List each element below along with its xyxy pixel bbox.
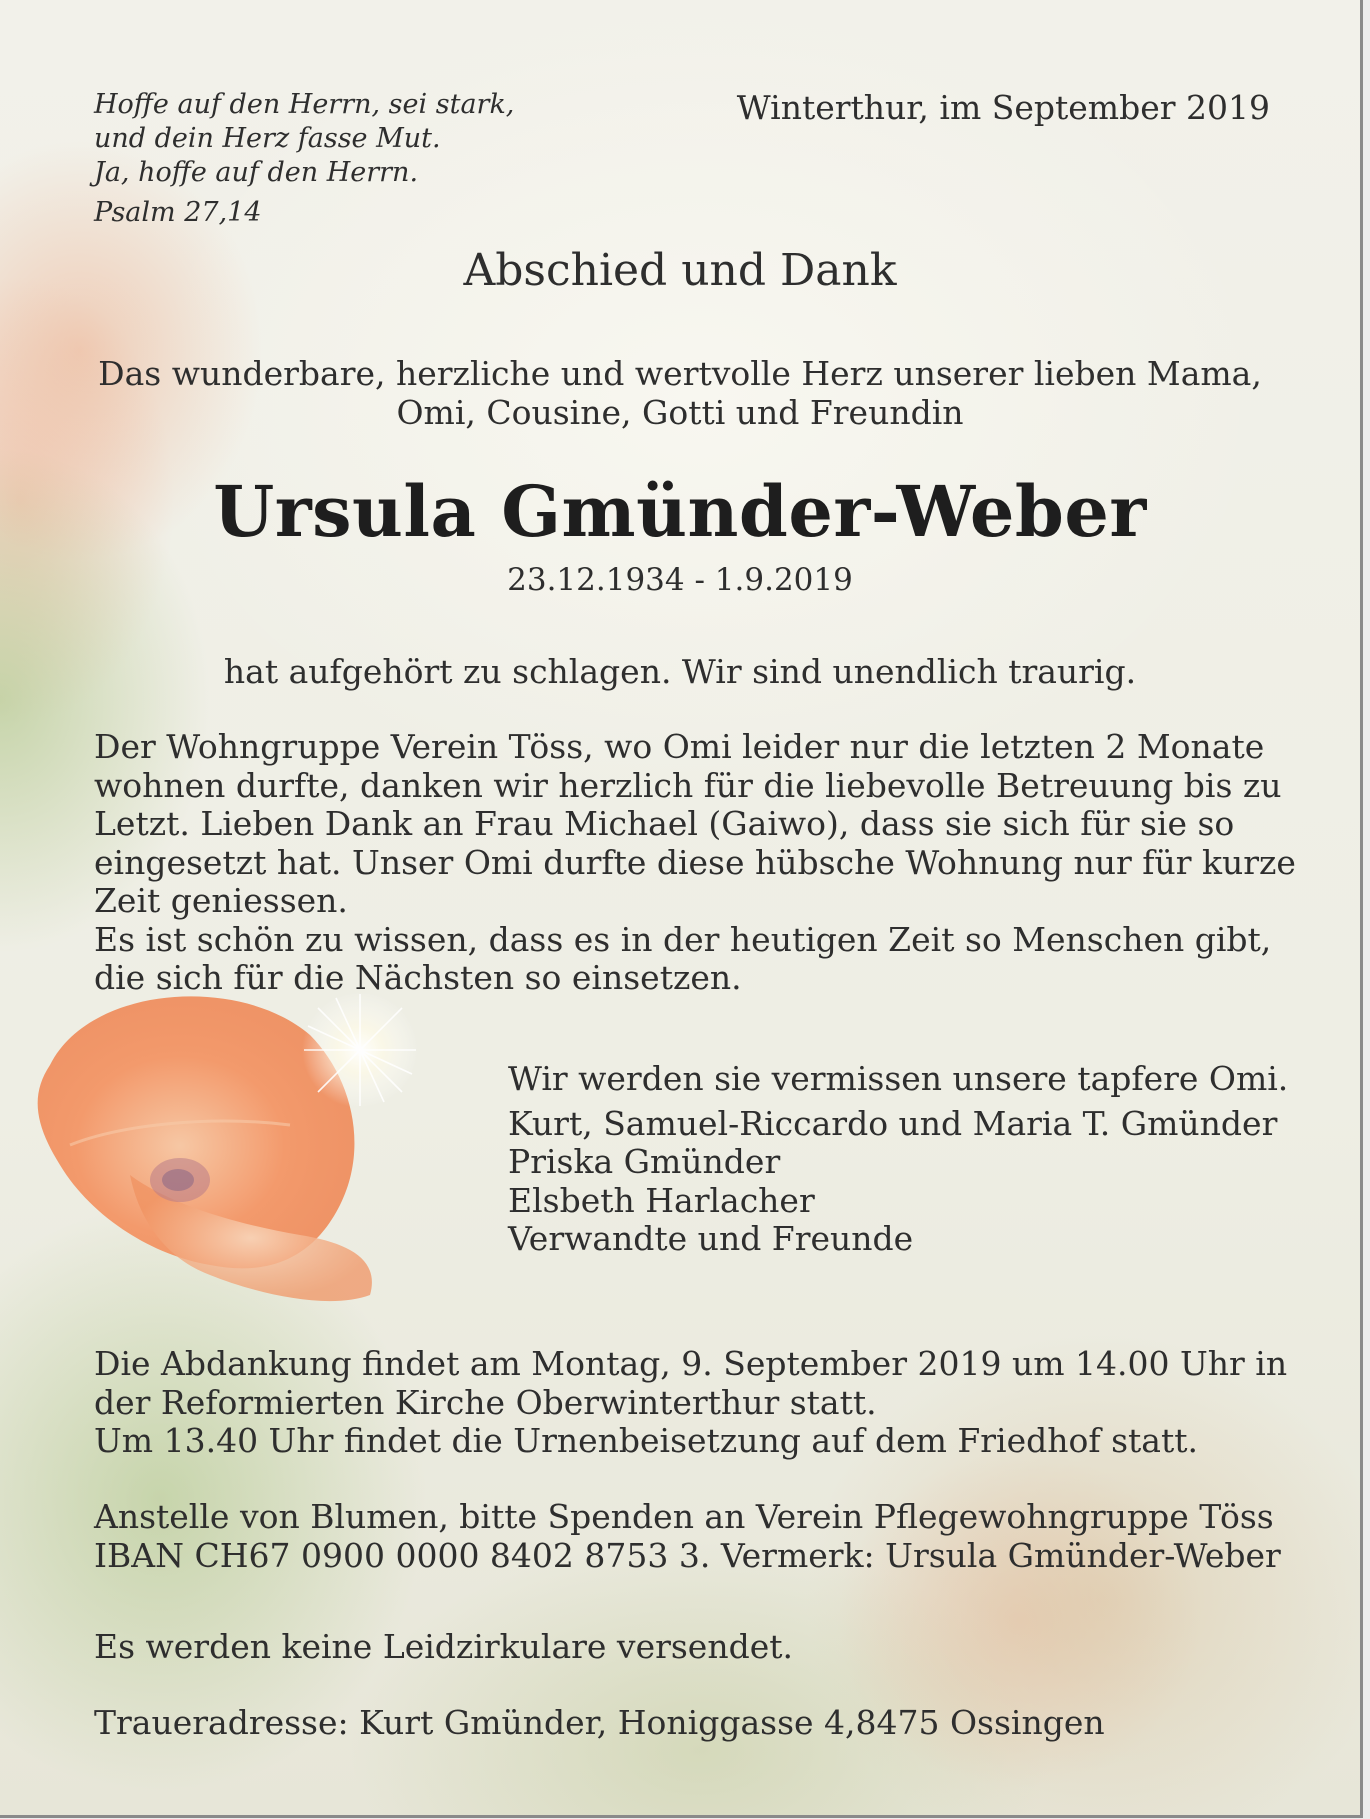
mourning-address: Traueradresse: Kurt Gmünder, Honiggasse 4,8475 Ossingen (94, 1703, 1105, 1742)
service-info (94, 1345, 1287, 1461)
sunburst-image (300, 990, 420, 1110)
thanks-line: Letzt. Lieben Dank an Frau Michael (Gaiwo), dass sie sich für sie so (94, 804, 1235, 843)
heart-line: hat aufgehört zu schlagen. Wir sind unendlich traurig. (223, 652, 1137, 691)
thanks-paragraph (94, 728, 1296, 998)
circulars-note: Es werden keine Leidzirkulare versendet. (94, 1627, 793, 1666)
donation-line: IBAN CH67 0900 0000 8402 8753 3. Vermerk: Ursula Gmünder-Weber (94, 1535, 1281, 1575)
intro-text (0, 354, 1360, 432)
deceased-name: Ursula Gmünder-Weber (213, 470, 1147, 553)
thanks-line: Der Wohngruppe Verein Töss, wo Omi leider nur die letzten 2 Monate (94, 727, 1265, 766)
thanks-line: Es ist schön zu wissen, dass es in der heutigen Zeit so Menschen gibt, (94, 919, 1272, 959)
signoff-block (508, 1060, 1288, 1259)
donation-line: Anstelle von Blumen, bitte Spenden an Verein Pflegewohngruppe Töss (94, 1497, 1274, 1536)
verse-line: Ja, hoffe auf den Herrn. (94, 157, 419, 188)
life-dates: 23.12.1934 - 1.9.2019 (507, 562, 853, 598)
mourner-name: Verwandte und Freunde (508, 1219, 914, 1258)
donation-info (94, 1498, 1281, 1575)
verse-line: Hoffe auf den Herrn, sei stark, (94, 89, 515, 120)
bible-verse (94, 88, 514, 190)
mourner-name: Priska Gmünder (508, 1142, 781, 1181)
service-line: der Reformierten Kirche Oberwinterthur statt. (94, 1382, 877, 1422)
thanks-line: eingesetzt hat. Unser Omi durfte diese hübsche Wohnung nur für kurze (94, 842, 1296, 882)
notice-title: Abschied und Dank (463, 245, 897, 296)
thanks-line: wohnen durfte, danken wir herzlich für die liebevolle Betreuung bis zu (94, 765, 1282, 805)
mourner-name: Elsbeth Harlacher (508, 1180, 815, 1220)
thanks-line: die sich für die Nächsten so einsetzen. (94, 958, 742, 997)
intro-line: Das wunderbare, herzliche und wertvolle Herz unserer lieben Mama, (98, 354, 1262, 393)
service-line: Um 13.40 Uhr findet die Urnenbeisetzung auf dem Friedhof statt. (94, 1421, 1198, 1460)
service-line: Die Abdankung findet am Montag, 9. September 2019 um 14.00 Uhr in (94, 1344, 1288, 1383)
verse-line: und dein Herz fasse Mut. (94, 123, 441, 154)
thanks-line: Zeit geniessen. (94, 881, 348, 920)
signoff-line: Wir werden sie vermissen unsere tapfere Omi. (508, 1059, 1289, 1098)
intro-line: Omi, Cousine, Gotti und Freundin (396, 393, 964, 432)
place-and-date: Winterthur, im September 2019 (736, 88, 1270, 127)
verse-reference: Psalm 27,14 (94, 197, 262, 228)
mourner-name: Kurt, Samuel-Riccardo und Maria T. Gmünder (508, 1103, 1278, 1143)
